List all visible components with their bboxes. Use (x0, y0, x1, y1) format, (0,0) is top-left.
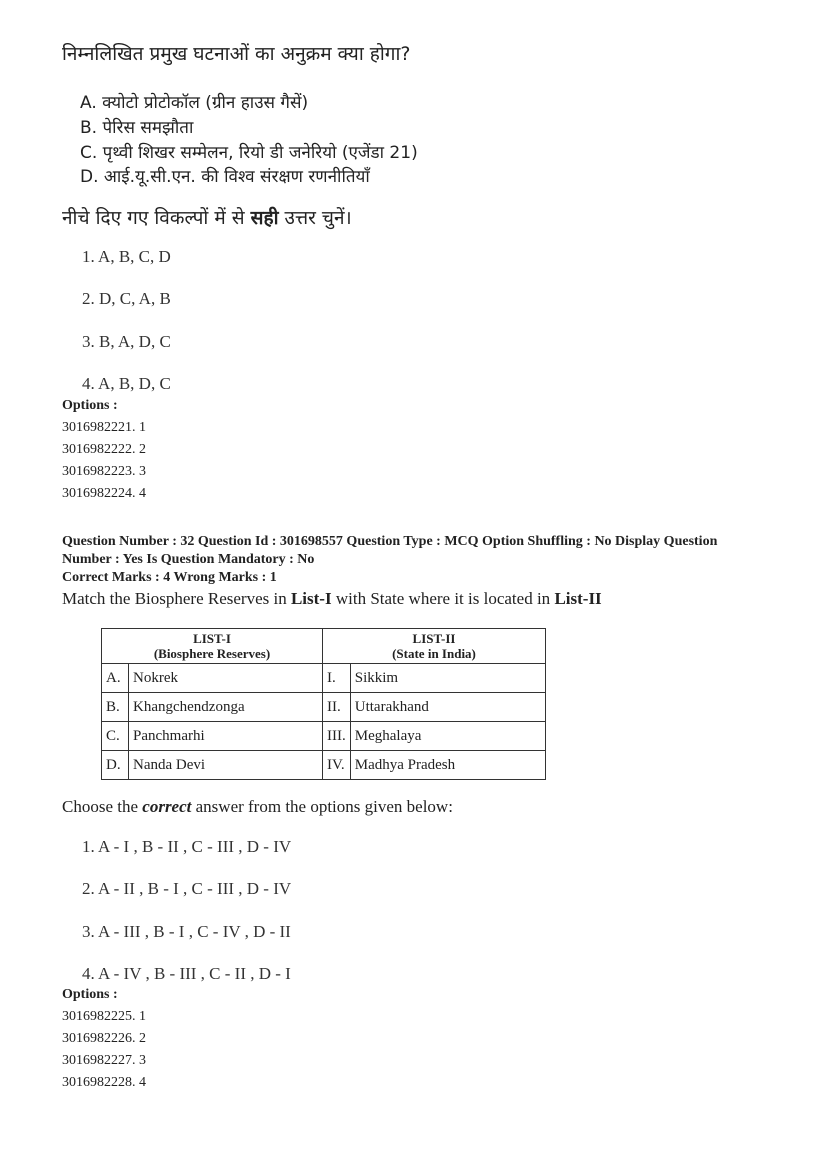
q1-option-id: 3016982224. 4 (62, 486, 146, 501)
list-2-header: LIST-II (State in India) (323, 629, 546, 664)
q2-choice-3: 3. A - III , B - I , C - IV , D - II (82, 922, 291, 941)
q2-options-label: Options : (62, 987, 118, 1002)
list-1-value: Panchmarhi (129, 722, 323, 751)
table-row (102, 751, 546, 780)
list-2-numeral: I. (323, 664, 351, 693)
list-2-numeral: IV. (323, 751, 351, 780)
list-1-value: Nokrek (129, 664, 323, 693)
statement-a: A. क्योटो प्रोटोकॉल (ग्रीन हाउस गैसें) (80, 93, 309, 113)
match-table (101, 628, 546, 780)
list-2-value: Uttarakhand (350, 693, 545, 722)
q1-choice-2: 2. D, C, A, B (82, 289, 171, 308)
question-2-meta: Question Number : 32 Question Id : 301698557 Question Type : MCQ Option Shuffling : No Display Question Number : Yes Is Question Mandatory : No (62, 534, 718, 567)
list-1-letter: B. (102, 693, 129, 722)
q1-options-label: Options : (62, 398, 118, 413)
list-2-value: Meghalaya (350, 722, 545, 751)
list-1-letter: D. (102, 751, 129, 780)
question-1-instruction: नीचे दिए गए विकल्पों में से सही उत्तर चुनें। (62, 207, 352, 229)
q1-option-id: 3016982222. 2 (62, 442, 146, 457)
q2-option-id: 3016982225. 1 (62, 1009, 146, 1024)
q1-option-id: 3016982223. 3 (62, 464, 146, 479)
table-row (102, 722, 546, 751)
q2-option-id: 3016982227. 3 (62, 1053, 146, 1068)
table-row (102, 664, 546, 693)
list-2-value: Madhya Pradesh (350, 751, 545, 780)
list-1-header: LIST-I (Biosphere Reserves) (102, 629, 323, 664)
list-1-value: Khangchendzonga (129, 693, 323, 722)
q1-choice-4: 4. A, B, D, C (82, 374, 171, 393)
list-2-numeral: II. (323, 693, 351, 722)
list-1-letter: C. (102, 722, 129, 751)
q2-choice-2: 2. A - II , B - I , C - III , D - IV (82, 879, 292, 898)
q2-option-id: 3016982226. 2 (62, 1031, 146, 1046)
statement-c: C. पृथ्वी शिखर सम्मेलन, रियो डी जनेरियो (एजेंडा 21) (80, 143, 418, 163)
q2-choice-4: 4. A - IV , B - III , C - II , D - I (82, 964, 291, 983)
statement-d: D. आई.यू.सी.एन. की विश्व संरक्षण रणनीतियाँ (80, 167, 370, 187)
question-2-marks: Correct Marks : 4 Wrong Marks : 1 (62, 570, 277, 585)
list-2-value: Sikkim (350, 664, 545, 693)
q1-option-id: 3016982221. 1 (62, 420, 146, 435)
q1-choice-1: 1. A, B, C, D (82, 247, 171, 266)
list-1-value: Nanda Devi (129, 751, 323, 780)
question-1-title: निम्नलिखित प्रमुख घटनाओं का अनुक्रम क्या होगा? (62, 43, 411, 65)
q2-choice-1: 1. A - I , B - II , C - III , D - IV (82, 837, 292, 856)
question-2-statement: Match the Biosphere Reserves in List-I with State where it is located in List-II (62, 589, 602, 608)
list-1-letter: A. (102, 664, 129, 693)
q1-choice-3: 3. B, A, D, C (82, 332, 171, 351)
list-2-numeral: III. (323, 722, 351, 751)
table-row (102, 693, 546, 722)
question-2-instruction: Choose the correct answer from the options given below: (62, 797, 453, 816)
q2-option-id: 3016982228. 4 (62, 1075, 146, 1090)
table-header-row (102, 629, 546, 664)
statement-b: B. पेरिस समझौता (80, 118, 194, 138)
